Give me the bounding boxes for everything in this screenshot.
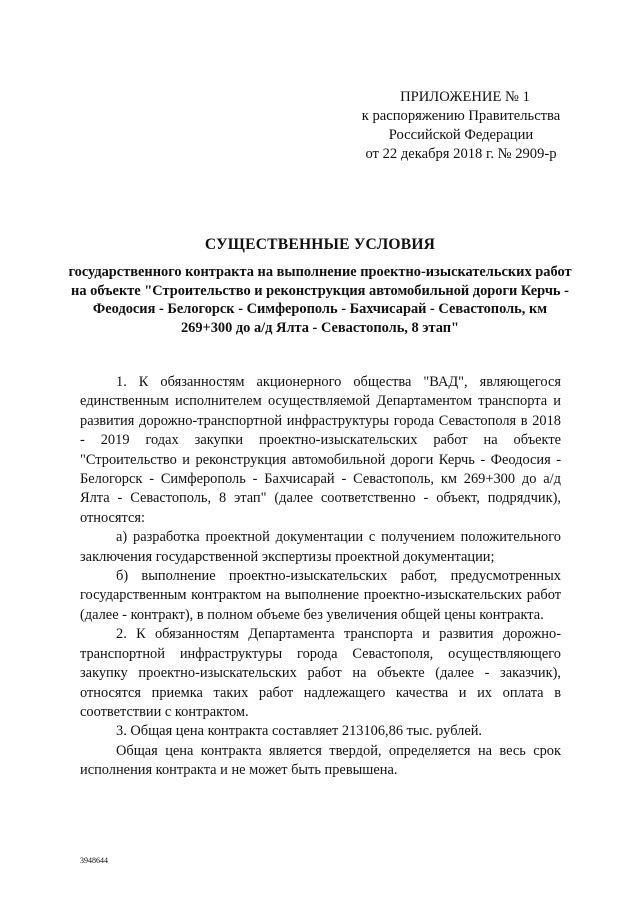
paragraph-1: 1. К обязанностям акционерного общества "ВАД", являющегося единственным исполнителем осуществляемой Департаментом транспорта и развития дорожно-транспортной инфраструктуры города Севастополя в 2018 - 2019 годах закупки проектно-изыскательских работ на объекте "Строительство и реконструкция автомобильной дороги Керчь - Феодосия - Белогорск - Симферополь - Бахчисарай - Севастополь, км 269+300 до а/д Ялта - Севастополь, 8 этап" (далее соответственно - объект, подрядчик), относятся: — [80, 374, 561, 526]
paragraph-1b: б) выполнение проектно-изыскательских работ, предусмотренных государственным контрактом на выполнение проектно-изыскательских работ (далее - контракт), в полном объеме без увеличения общей цены контракта. — [80, 568, 561, 623]
appendix-header — [346, 88, 576, 164]
appendix-line-order: к распоряжению Правительства — [361, 108, 561, 124]
footer-document-code: 3948644 — [80, 856, 108, 865]
document-subtitle: государственного контракта на выполнение проектно-изыскательских работ на объекте "Строительство и реконструкция автомобильной дороги Керчь - Феодосия - Белогорск - Симферополь - Бахчисарай - Севастополь, км 269+300 до а/д Ялта - Севастополь, 8 этап" — [68, 264, 572, 336]
paragraph-1a: а) разработка проектной документации с получением положительного заключения государственной экспертизы проектной документации; — [80, 529, 561, 565]
appendix-line-date: от 22 декабря 2018 г. № 2909-р — [365, 146, 557, 162]
appendix-line-government: Российской Федерации — [388, 127, 534, 143]
document-body — [80, 373, 561, 781]
paragraph-2: 2. К обязанностям Департамента транспорта и развития дорожно-транспортной инфраструктуры города Севастополя, осуществляющего закупку проектно-изыскательских работ на объекте (далее - заказчик), относятся приемка таких работ надлежащего качества и их оплата в соответствии с контрактом. — [80, 626, 561, 720]
paragraph-3: 3. Общая цена контракта составляет 213106,86 тыс. рублей. — [116, 723, 483, 740]
paragraph-3-note: Общая цена контракта является твердой, определяется на весь срок исполнения контракта и не может быть превышена. — [80, 742, 561, 779]
document-title: СУЩЕСТВЕННЫЕ УСЛОВИЯ — [204, 236, 436, 253]
appendix-title: ПРИЛОЖЕНИЕ № 1 — [400, 89, 530, 105]
